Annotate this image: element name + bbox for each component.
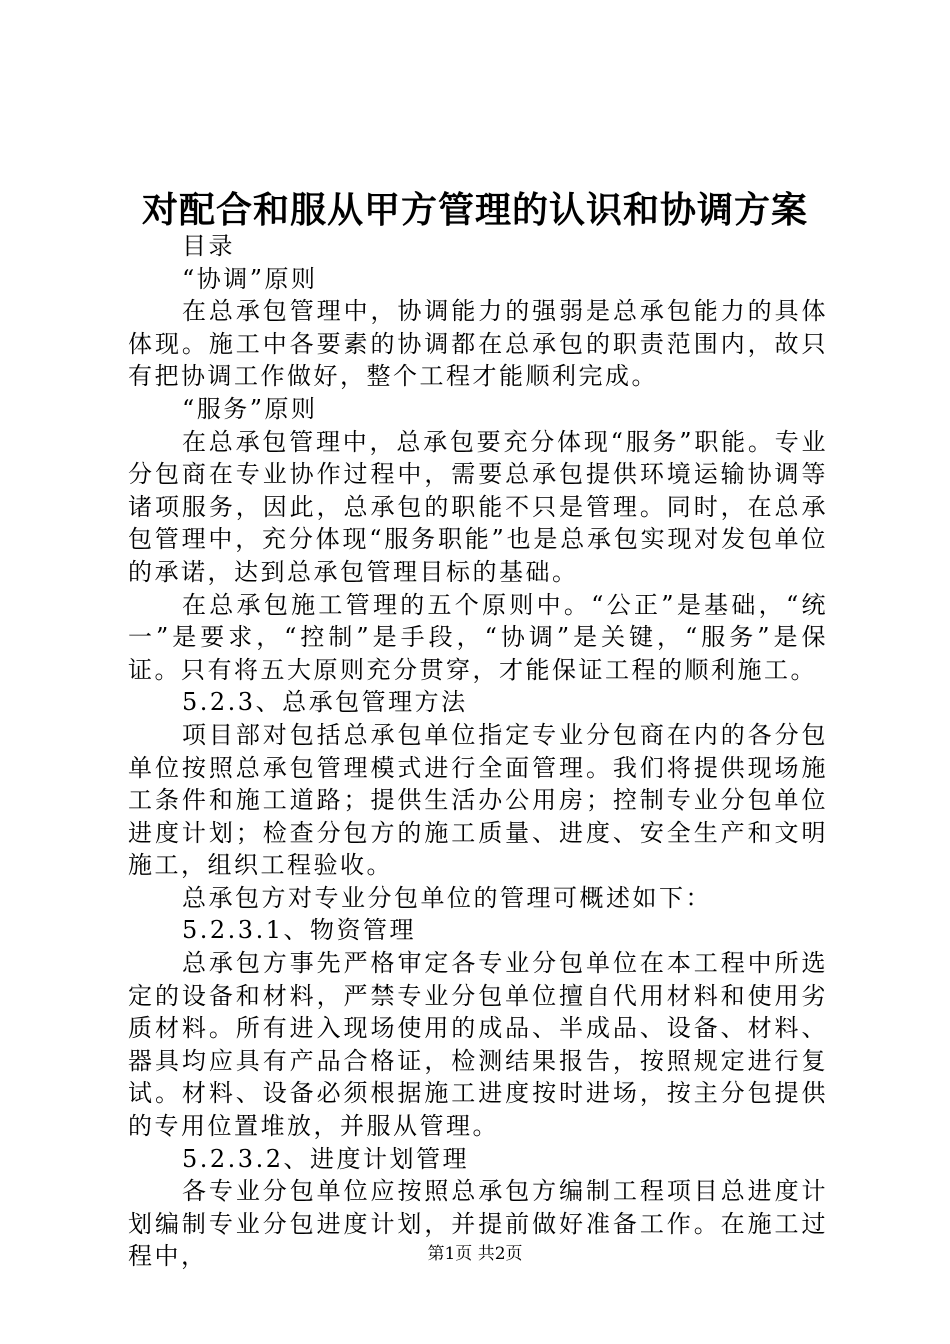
heading-service-principle: “服务”原则 xyxy=(182,394,318,423)
heading-coordination-principle: “协调”原则 xyxy=(182,264,318,293)
paragraph-toc: 目录 xyxy=(182,232,235,260)
page-footer: 第1页 共2页 xyxy=(427,1244,523,1264)
paragraph-five-principles: 在总承包施工管理的五个原则中。“公正”是基础，“统一”是要求，“控制”是手段，“协调”是关键，“服务”是保证。只有将五大原则充分贯穿，才能保证工程的顺利施工。 xyxy=(128,590,828,684)
heading-management-method: 5.2.3、总承包管理方法 xyxy=(182,688,468,717)
document-body xyxy=(128,230,828,1273)
paragraph-coordination: 在总承包管理中，协调能力的强弱是总承包能力的具体体现。施工中各要素的协调都在总承包的职责范围内，故只有把协调工作做好，整个工程才能顺利完成。 xyxy=(128,297,828,391)
heading-material-management: 5.2.3.1、物资管理 xyxy=(182,916,416,945)
paragraph-management-summary: 总承包方对专业分包单位的管理可概述如下： xyxy=(182,883,712,912)
heading-schedule-management: 5.2.3.2、进度计划管理 xyxy=(182,1144,469,1173)
document-title: 对配合和服从甲方管理的认识和协调方案 xyxy=(141,189,808,231)
paragraph-schedule-management: 各专业分包单位应按照总承包方编制工程项目总进度计划编制专业分包进度计划，并提前做好准备工作。在施工过程中， xyxy=(128,1177,828,1271)
paragraph-management-method: 项目部对包括总承包单位指定专业分包商在内的各分包单位按照总承包管理模式进行全面管理。我们将提供现场施工条件和施工道路；提供生活办公用房；控制专业分包单位进度计划；检查分包方的施工质量、进度、安全生产和文明施工，组织工程验收。 xyxy=(128,720,828,880)
paragraph-material-management: 总承包方事先严格审定各专业分包单位在本工程中所选定的设备和材料，严禁专业分包单位擅自代用材料和使用劣质材料。所有进入现场使用的成品、半成品、设备、材料、器具均应具有产品合格证，检测结果报告，按照规定进行复试。材料、设备必须根据施工进度按时进场，按主分包提供的专用位置堆放，并服从管理。 xyxy=(128,949,828,1141)
paragraph-service: 在总承包管理中，总承包要充分体现“服务”职能。专业分包商在专业协作过程中，需要总承包提供环境运输协调等诸项服务，因此，总承包的职能不只是管理。同时，在总承包管理中，充分体现“服务职能”也是总承包实现对发包单位的承诺，达到总承包管理目标的基础。 xyxy=(128,427,828,586)
